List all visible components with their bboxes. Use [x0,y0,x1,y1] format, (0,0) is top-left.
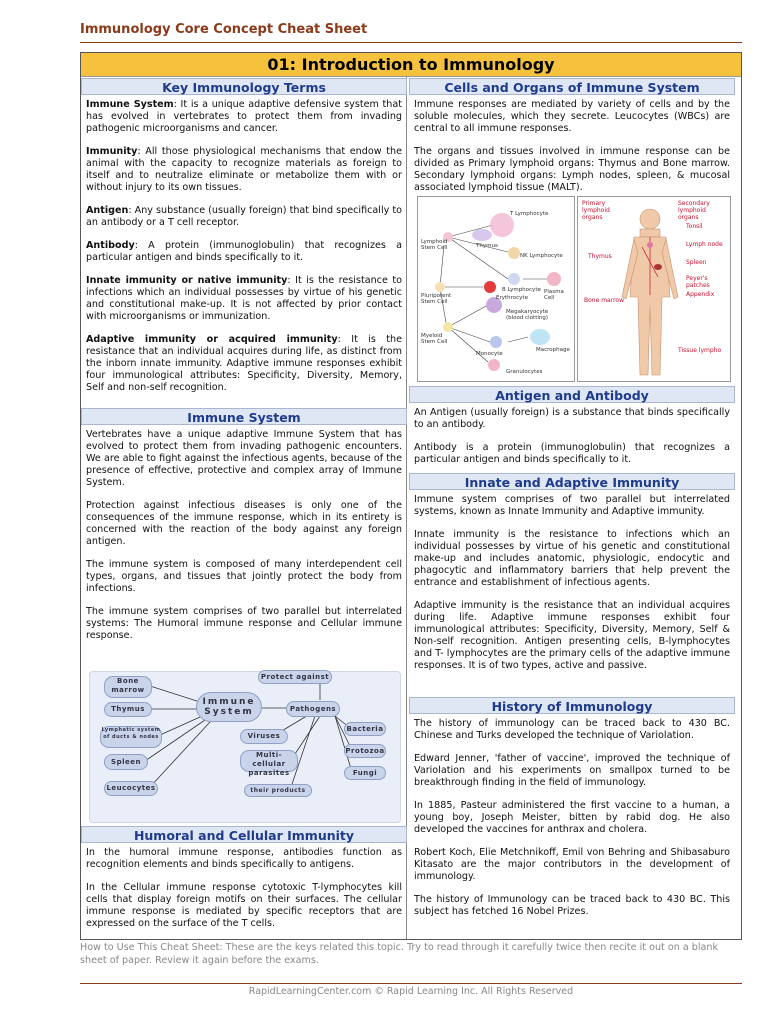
def-innate: : It is the resistance to infections which an individual possesses by virtue of his genetic and constitutional make-up. It is not affected by prior contact with microorganisms or immunization. [86,275,402,322]
cells-figure [409,196,735,386]
label-b-lymphocyte: B Lymphocyte [502,287,541,293]
humoral-body [81,843,407,930]
label-thymus-organ: Thymus [588,253,612,260]
antigen-antibody-p1: An Antigen (usually foreign) is a substance that binds specifically to an antibody. [414,407,730,430]
main-title: 01: Introduction to Immunology [81,53,741,77]
cells-organs-body [409,95,735,196]
footer-rule [80,983,742,984]
cells-organs-p1: Immune responses are mediated by variety of cells and by the soluble molecules, which they secrete. Leucocytes (WBCs) are central to all immune responses. [414,99,730,134]
history-p4: Robert Koch, Elie Metchnikoff, Emil von Behring and Shibasaburo Kitasato are the major contributors in the development of immunology. [414,847,730,882]
immune-system-diagram [89,671,401,823]
left-column [81,78,407,930]
term-innate: Innate immunity or native immunity [86,275,288,286]
label-myeloid: Myeloid Stem Cell [421,333,448,345]
innate-adaptive-heading: Innate and Adaptive Immunity [409,473,735,490]
term-antigen: Antigen [86,205,129,216]
diagram-multicellular: Multi-cellular parasites [240,750,298,772]
def-immune-system: : It is a unique adaptive defensive system that has evolved in vertebrates to protect them from invading pathogenic microorganisms and cancer. [86,99,402,134]
def-immunity: : All those physiological mechanisms that endow the animal with the capacity to recognize materials as foreign to itself and to neutralize eliminate or metabolize them with or without injury to its own tissues. [86,146,402,193]
label-granulocytes: Granulocytes [506,369,543,375]
innate-adaptive-p1: Immune system comprises of two parallel but interrelated systems, known as Innate Immunity and Adaptive immunity. [414,494,730,517]
label-nk: NK Lymphocyte [520,253,563,259]
term-adaptive: Adaptive immunity or acquired immunity [86,334,338,345]
label-t-lymphocyte: T Lymphocyte [510,211,549,217]
label-peyers: Peyer's patches [686,275,710,289]
diagram-viruses: Viruses [240,729,288,744]
diagram-bacteria: Bacteria [344,722,386,736]
def-adaptive: : It is the resistance that an individual acquires during life, as distinct from the inborn innate immunity. Adaptive immune responses exhibit four immunological attributes: Specificity, Diversity, Memory, Self and non-self recognition. [86,334,402,393]
humoral-p1: In the humoral immune response, antibodies function as recognition elements and binds specifically to antigens. [86,847,402,870]
immune-system-p3: The immune system is composed of many interdependent cell types, organs, and tissues that jointly protect the body from infections. [86,559,402,594]
cells-organs-heading: Cells and Organs of Immune System [409,78,735,95]
humoral-p2: In the Cellular immune response cytotoxic T-lymphocytes kill cells that display foreign motifs on their surfaces. The cellular immune response is mediated by specific receptors that are expressed on the surface of the T cells. [86,882,402,929]
immune-system-body [81,425,407,667]
title-rule [80,42,742,43]
diagram-protect: Protect against [258,670,332,684]
lymphoid-organs-image [577,196,731,382]
label-megakaryocyte: Megakaryocyte (blood clotting) [506,309,549,321]
history-p3: In 1885, Pasteur administered the first vaccine to a human, a young boy, Joseph Meister, bitten by rabid dog. He also developed the vaccines for anthrax and cholera. [414,800,730,835]
label-spleen: Spleen [686,259,707,266]
def-antibody: : A protein (immunoglobulin) that recognizes a particular antigen and binds specifically to it. [86,240,402,263]
label-pluripotent: Pluripotent Stem Cell [421,293,452,305]
label-erythrocyte: Erythrocyte [496,295,528,301]
immune-system-p4: The immune system comprises of two parallel but interrelated systems: The Humoral immune response and Cellular immune response. [86,606,402,641]
label-primary-organs: Primary lymphoid organs [582,200,610,221]
label-monocyte: Monocyte [476,351,503,357]
immune-system-p2: Protection against infectious diseases is only one of the consequences of the immune response, which in its entirety is concerned with the reaction of the body against any foreign antigen. [86,500,402,547]
label-macrophage: Macrophage [536,347,570,353]
term-antibody: Antibody [86,240,135,251]
label-tonsil: Tonsil [686,223,703,230]
diagram-pathogens: Pathogens [286,701,340,717]
key-terms-body [81,95,407,408]
innate-adaptive-p2: Innate immunity is the resistance to infections which an individual possesses by virtue of his genetic and constitutional make-up and includes anatomic, physiologic, endocytic and phagocytic and inflammatory barriers that help prevent the entrance and establishment of infectious agents. [414,529,730,588]
copyright: RapidLearningCenter.com © Rapid Learning Inc. All Rights Reserved [248,986,574,997]
term-immune-system: Immune System [86,99,174,110]
diagram-leucocytes: Leucocytes [104,781,158,796]
def-antigen: : Any substance (usually foreign) that bind specifically to an antibody or a T cell receptor. [86,205,402,228]
cell-lineage-image [417,196,575,382]
humoral-heading: Humoral and Cellular Immunity [81,826,407,843]
label-thymus: Thymus [476,243,498,249]
immune-system-heading: Immune System [81,408,407,425]
history-heading: History of Immunology [409,697,735,714]
right-column [409,78,735,918]
label-secondary-organs: Secondary lymphoid organs [678,200,710,221]
diagram-bone-marrow: Bone marrow [104,676,152,698]
innate-adaptive-body [409,490,735,697]
key-terms-heading: Key Immunology Terms [81,78,407,95]
cells-organs-p2: The organs and tissues involved in immune response can be divided as Primary lymphoid organs: Thymus and Bone marrow. Secondary lymphoid organs: Lymph nodes, spleen, & mucosal associated lymphoid tissue (MALT). [414,146,730,193]
diagram-products: their products [244,784,312,797]
diagram-fungi: Fungi [344,766,386,780]
history-p5: The history of Immunology can be traced back to 430 BC. This subject has fetched 16 Nobel Prizes. [414,894,730,917]
history-body [409,714,735,918]
label-tissue-lympho: Tissue lympho [678,347,722,354]
innate-adaptive-p3: Adaptive immunity is the resistance that an individual acquires during life. Adaptive immune responses exhibit four immunological attributes: Specificity, Diversity, Memory, Self & Non-self recognition. Antigen presenting cells, B-lymphocytes and T- lymphocytes are the primary cells of the adaptive immune responses. It is of two types, active and passive. [414,600,730,671]
usage-note: How to Use This Cheat Sheet: These are the keys related this topic. Try to read through it carefully twice then recite it out on a blank sheet of paper. Review it again before the exams. [80,942,719,966]
label-lymphoid-stem: Lymphoid Stem Cell [421,239,448,251]
antigen-antibody-body [409,403,735,473]
antigen-antibody-heading: Antigen and Antibody [409,386,735,403]
sheet-title: Immunology Core Concept Cheat Sheet [80,22,368,37]
history-p2: Edward Jenner, 'father of vaccine', improved the technique of Variolation and his experiments on smallpox turned to be breakthrough finding in the field of immunology. [414,753,730,788]
antigen-antibody-p2: Antibody is a protein (immunoglobulin) that recognizes a particular antigen and binds specifically to it. [414,442,730,465]
label-lymph-node: Lymph node [686,241,723,248]
term-immunity: Immunity [86,146,138,157]
diagram-protozoa: Protozoa [344,744,386,758]
diagram-spleen: Spleen [104,754,148,770]
immune-system-p1: Vertebrates have a unique adaptive Immune System that has evolved to protect them from invading pathogenic encounters. We are able to fight against the infectious agents, because of the presence of effective, protective and complex array of Immune System. [86,429,402,488]
diagram-thymus: Thymus [104,702,152,717]
label-plasma: Plasma Cell [544,289,564,301]
diagram-center: Immune System [196,692,262,722]
label-bone-marrow: Bone marrow [584,297,624,304]
diagram-lymphatic: Lymphatic system of ducts & nodes [100,726,162,748]
label-appendix: Appendix [686,291,715,298]
history-p1: The history of immunology can be traced back to 430 BC. Chinese and Turks developed the technique of Variolation. [414,718,730,741]
